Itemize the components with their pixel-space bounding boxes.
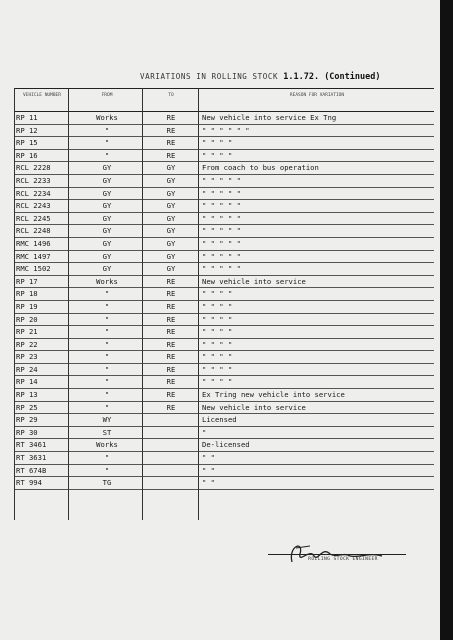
from-value: GY <box>102 238 112 248</box>
to-value: GY <box>166 201 176 211</box>
to-value <box>146 477 196 489</box>
to-value: RE <box>166 150 176 160</box>
vehicle-number: RT 674B <box>16 465 47 475</box>
reason-text: " " " " " <box>202 213 241 223</box>
to-value: GY <box>166 188 176 198</box>
column-divider <box>198 88 199 520</box>
header-reason: REASON FOR VARIATION <box>289 93 345 98</box>
to-value <box>146 414 196 426</box>
vehicle-number: RMC 1497 <box>16 251 51 261</box>
vehicle-number: RP 21 <box>16 327 38 337</box>
table-row <box>14 414 434 427</box>
table-row <box>14 200 434 213</box>
from-value: GY <box>102 264 112 274</box>
to-value: RE <box>166 390 176 400</box>
from-value: TG <box>102 478 112 488</box>
reason-text: " " " " " <box>202 226 241 236</box>
header-vehicle: VEHICLE NUMBER <box>23 93 61 98</box>
to-value: RE <box>166 276 176 286</box>
from-value: " <box>104 402 110 412</box>
from-value: GY <box>102 163 112 173</box>
scan-edge <box>440 0 453 640</box>
table-row <box>14 112 434 125</box>
column-divider <box>142 88 143 520</box>
vehicle-number: RT 3631 <box>16 453 47 463</box>
table-row <box>14 175 434 188</box>
title-main: VARIATIONS IN ROLLING STOCK <box>140 72 279 81</box>
to-value <box>146 465 196 477</box>
table-row <box>14 314 434 327</box>
from-value: " <box>104 314 110 324</box>
to-value: RE <box>166 402 176 412</box>
to-value: GY <box>166 175 176 185</box>
vehicle-number: RCL 2228 <box>16 163 51 173</box>
reason-text: Ex Tring new vehicle into service <box>202 390 345 400</box>
reason-text: " " " " <box>202 289 233 299</box>
table-row <box>14 213 434 226</box>
vehicle-number: RCL 2248 <box>16 226 51 236</box>
from-value: GY <box>102 251 112 261</box>
reason-text: " " " " <box>202 352 233 362</box>
table-row <box>14 225 434 238</box>
table-row <box>14 276 434 289</box>
from-value: " <box>104 352 110 362</box>
table-row <box>14 251 434 264</box>
vehicle-number: RCL 2234 <box>16 188 51 198</box>
to-value: RE <box>166 364 176 374</box>
table-row <box>14 137 434 150</box>
vehicle-number: RP 14 <box>16 377 38 387</box>
vehicle-number: RCL 2243 <box>16 201 51 211</box>
vehicle-number: RP 29 <box>16 415 38 425</box>
to-value <box>146 439 196 451</box>
to-value: RE <box>166 327 176 337</box>
vehicle-number: RP 20 <box>16 314 38 324</box>
reason-text: " " <box>202 465 215 475</box>
vehicle-number: RP 23 <box>16 352 38 362</box>
reason-text: " " " " " <box>202 188 241 198</box>
from-value: " <box>104 339 110 349</box>
from-value: ST <box>102 427 112 437</box>
table-row <box>14 125 434 138</box>
from-value: " <box>104 150 110 160</box>
reason-text: " " " " <box>202 150 233 160</box>
vehicle-number: RCL 2233 <box>16 175 51 185</box>
title-date: 1.1.72. (Continued) <box>283 72 381 82</box>
to-value: RE <box>166 301 176 311</box>
vehicle-number: RP 25 <box>16 402 38 412</box>
from-value: " <box>104 125 110 135</box>
table-row <box>14 326 434 339</box>
vehicle-number: RP 19 <box>16 301 38 311</box>
from-value: " <box>104 289 110 299</box>
to-value: RE <box>166 125 176 135</box>
reason-text: " " " " " <box>202 251 241 261</box>
from-value: " <box>104 138 110 148</box>
reason-text: " " " " <box>202 364 233 374</box>
table-row <box>14 376 434 389</box>
reason-text: " " " " " <box>202 201 241 211</box>
reason-text: " " " " " <box>202 238 241 248</box>
reason-text: New vehicle into service <box>202 402 306 412</box>
reason-text: " " " " " <box>202 264 241 274</box>
table-row <box>14 351 434 364</box>
vehicle-number: RP 13 <box>16 390 38 400</box>
page-title <box>140 72 380 82</box>
table-header <box>14 89 434 112</box>
from-value: Works <box>96 113 118 122</box>
from-value: " <box>104 364 110 374</box>
reason-text: De-licensed <box>202 440 250 450</box>
signature-title: ROLLING STOCK ENGINEER <box>308 557 378 562</box>
to-value: GY <box>166 238 176 248</box>
signature-line <box>268 554 406 555</box>
vehicle-number: RT 994 <box>16 478 42 488</box>
reason-text: " " " " <box>202 314 233 324</box>
to-value: GY <box>166 251 176 261</box>
vehicle-number: RP 11 <box>16 113 38 122</box>
from-value: GY <box>102 175 112 185</box>
table-row <box>14 427 434 440</box>
reason-text: New vehicle into service Ex Tng <box>202 113 337 122</box>
from-value: " <box>104 301 110 311</box>
vehicle-number: RMC 1502 <box>16 264 51 274</box>
table-row <box>14 301 434 314</box>
to-value: RE <box>166 138 176 148</box>
reason-text: " " <box>202 478 215 488</box>
vehicle-number: RP 16 <box>16 150 38 160</box>
table-row <box>14 364 434 377</box>
from-value: " <box>104 327 110 337</box>
reason-text: From coach to bus operation <box>202 163 319 173</box>
table-row <box>14 288 434 301</box>
to-value: GY <box>166 264 176 274</box>
to-value: RE <box>166 377 176 387</box>
vehicle-number: RP 18 <box>16 289 38 299</box>
reason-text: " <box>202 427 207 437</box>
to-value: GY <box>166 163 176 173</box>
vehicle-number: RP 15 <box>16 138 38 148</box>
reason-text: " " " " <box>202 301 233 311</box>
to-value: RE <box>166 289 176 299</box>
header-to: TO <box>168 93 174 98</box>
vehicle-number: RP 12 <box>16 125 38 135</box>
column-divider <box>14 88 15 520</box>
table-row <box>14 238 434 251</box>
to-value <box>146 452 196 464</box>
reason-text: New vehicle into service <box>202 276 306 286</box>
from-value: GY <box>102 213 112 223</box>
table-row <box>14 188 434 201</box>
to-value: RE <box>166 314 176 324</box>
vehicle-number: RP 17 <box>16 276 38 286</box>
vehicle-number: RCL 2245 <box>16 213 51 223</box>
table-row <box>14 402 434 415</box>
to-value <box>146 427 196 439</box>
reason-text: " " " " " <box>202 175 241 185</box>
from-value: " <box>104 377 110 387</box>
from-value: Works <box>96 440 118 450</box>
vehicle-number: RP 22 <box>16 339 38 349</box>
to-value: GY <box>166 226 176 236</box>
vehicle-number: RP 24 <box>16 364 38 374</box>
table-row <box>14 162 434 175</box>
table-row <box>14 439 434 452</box>
reason-text: " " " " <box>202 327 233 337</box>
from-value: " <box>104 453 110 463</box>
reason-text: " " " " <box>202 138 233 148</box>
vehicle-number: RT 3461 <box>16 440 47 450</box>
from-value: " <box>104 390 110 400</box>
table-row <box>14 452 434 465</box>
from-value: WY <box>102 415 112 425</box>
to-value: RE <box>166 113 176 122</box>
to-value: GY <box>166 213 176 223</box>
from-value: Works <box>96 276 118 286</box>
to-value: RE <box>166 352 176 362</box>
variations-table <box>14 88 434 490</box>
from-value: GY <box>102 188 112 198</box>
reason-text: " " <box>202 453 215 463</box>
table-row <box>14 339 434 352</box>
table-row <box>14 477 434 490</box>
reason-text: Licensed <box>202 415 237 425</box>
column-divider <box>68 88 69 520</box>
header-from: FROM <box>101 93 113 98</box>
from-value: GY <box>102 226 112 236</box>
reason-text: " " " " <box>202 339 233 349</box>
table-row <box>14 263 434 276</box>
to-value: RE <box>166 339 176 349</box>
from-value: " <box>104 465 110 475</box>
reason-text: " " " " <box>202 377 233 387</box>
table-row <box>14 389 434 402</box>
from-value: GY <box>102 201 112 211</box>
table-row <box>14 150 434 163</box>
vehicle-number: RMC 1496 <box>16 238 51 248</box>
reason-text: " " " " " " <box>202 125 250 135</box>
vehicle-number: RP 30 <box>16 427 38 437</box>
table-row <box>14 465 434 478</box>
